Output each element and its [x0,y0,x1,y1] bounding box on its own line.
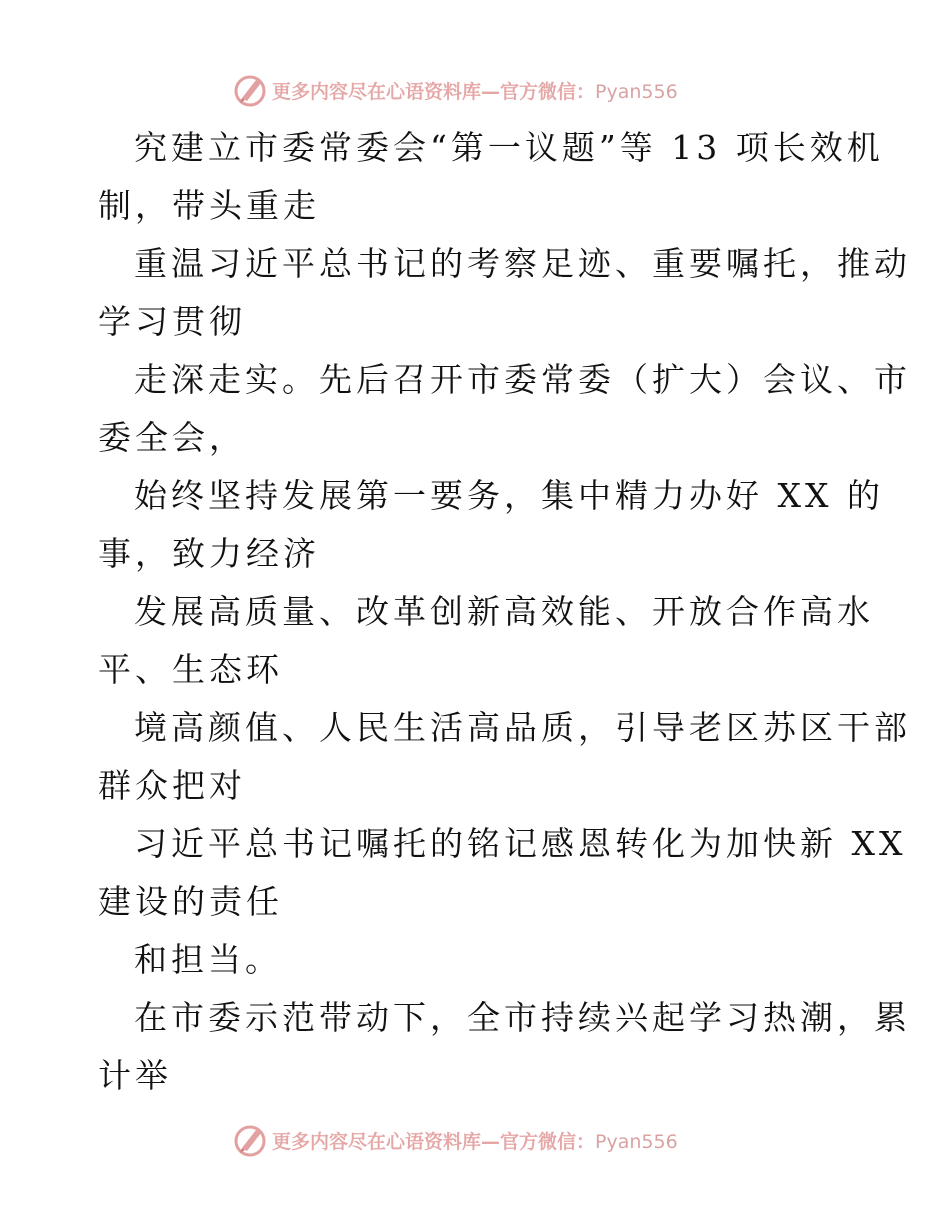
text-line: 建设的责任 [98,882,283,921]
text-line: 和担当。 [134,940,282,979]
text-line: 在市委示范带动下，全市持续兴起学习热潮，累 [134,998,911,1037]
text-line: 重温习近平总书记的考察足迹、重要嘱托，推动 [134,244,911,283]
watermark-footer [0,1120,950,1160]
watermark-label: 更多内容尽在心语资料库—官方微信： [272,80,596,103]
text-line: 始终坚持发展第一要务，集中精力办好 XX 的 [134,476,884,515]
text-line: 制，带头重走 [98,186,320,225]
text-line: 习近平总书记嘱托的铭记感恩转化为加快新 XX [134,824,907,863]
text-line: 群众把对 [98,766,246,805]
text-line: 平、生态环 [98,650,283,689]
text-line: 学习贯彻 [98,302,246,341]
watermark-label: 更多内容尽在心语资料库—官方微信： [272,1130,596,1153]
wechat-id: Pyan556 [595,80,678,103]
text-line: 事，致力经济 [98,534,320,573]
text-line: 走深走实。先后召开市委常委（扩大）会议、市 [134,360,911,399]
text-line: 计举 [98,1056,172,1095]
text-line: 境高颜值、人民生活高品质，引导老区苏区干部 [134,708,911,747]
pen-logo-icon [232,1122,268,1158]
watermark-text [272,1127,678,1154]
text-line: 发展高质量、改革创新高效能、开放合作高水 [134,592,874,631]
text-line: 委全会， [98,418,246,457]
wechat-id: Pyan556 [595,1130,678,1153]
text-line: 究建立市委常委会“第一议题”等 13 项长效机 [134,128,884,167]
watermark-footer-inner [232,1122,678,1158]
